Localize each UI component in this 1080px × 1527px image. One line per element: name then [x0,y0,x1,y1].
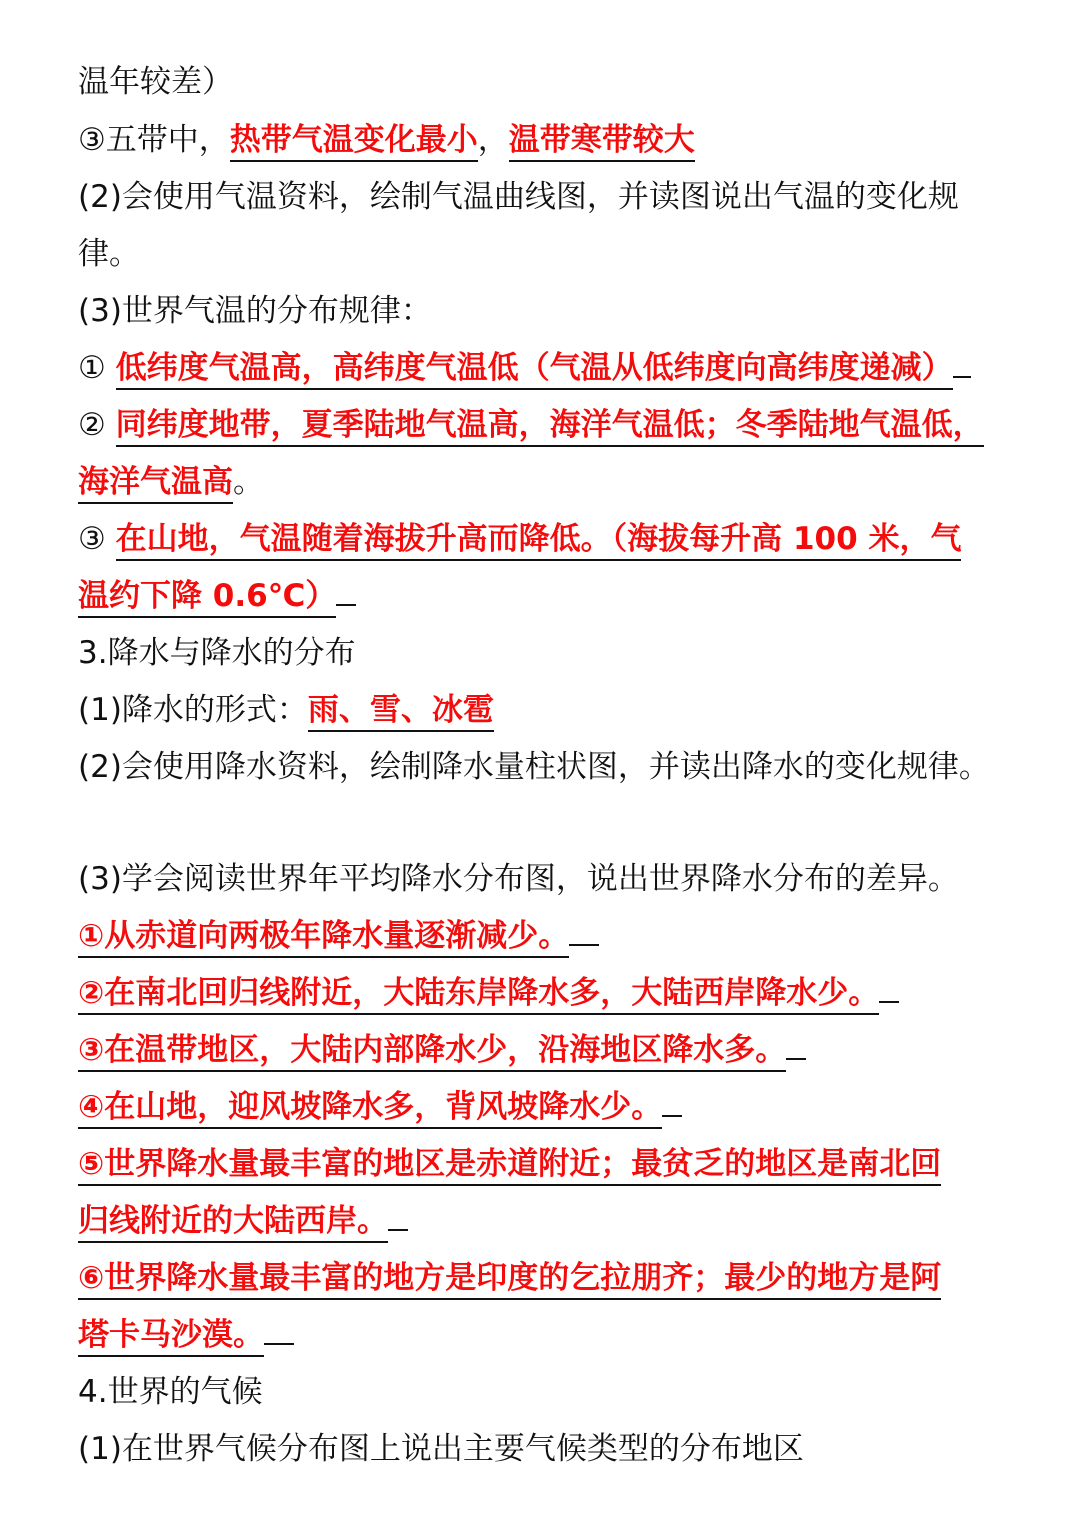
list-number: ① [78,350,116,386]
underline-blank [953,374,971,378]
line-text: 温年较差） [78,64,233,100]
answer-text: 雨、雪、冰雹 [308,692,494,732]
section-heading: 3.降水与降水的分布 [78,635,356,671]
text-line [78,1030,1038,1070]
underline-blank [336,602,356,606]
text-line [78,690,1038,730]
underline-blank [786,1056,806,1060]
answer-text: ①从赤道向两极年降水量逐渐减少。 [78,918,569,958]
section-heading: 4.世界的气候 [78,1374,263,1410]
answer-text: ⑥世界降水量最丰富的地方是印度的乞拉朋齐；最少的地方是阿 [78,1260,941,1300]
line-text: (3)学会阅读世界年平均降水分布图，说出世界降水分布的差异。 [78,861,959,897]
line-text: ， [477,122,509,158]
text-line [78,859,1038,899]
text-line [78,1372,1038,1412]
line-text: (2)会使用降水资料，绘制降水量柱状图，并读出降水的变化规律。 [78,749,990,785]
text-line [78,234,1038,274]
text-line [78,1258,1038,1298]
text-line [78,1315,1038,1355]
line-text: (1)在世界气候分布图上说出主要气候类型的分布地区 [78,1431,804,1467]
text-line [78,747,1038,787]
text-line [78,348,1038,388]
list-number: ② [78,407,116,443]
line-text: 律。 [78,236,140,272]
underline-blank [662,1113,682,1117]
text-line [78,1201,1038,1241]
text-line [78,1087,1038,1127]
line-text: (2)会使用气温资料，绘制气温曲线图，并读图说出气温的变化规 [78,179,959,215]
underline-blank [569,942,599,946]
text-line [78,405,1038,445]
text-line [78,177,1038,217]
answer-text: 归线附近的大陆西岸。 [78,1203,388,1243]
answer-text: ⑤世界降水量最丰富的地区是赤道附近；最贫乏的地区是南北回 [78,1146,941,1186]
answer-text: ③在温带地区，大陆内部降水少，沿海地区降水多。 [78,1032,786,1072]
text-line [78,916,1038,956]
line-text: 。 [233,464,264,500]
underline-blank [264,1341,294,1345]
text-line [78,62,1038,102]
text-line [78,291,1038,331]
answer-text: 在山地，气温随着海拔升高而降低。（海拔每升高 100 米，气 [116,521,962,561]
answer-text: ②在南北回归线附近，大陆东岸降水多，大陆西岸降水少。 [78,975,879,1015]
text-line [78,462,1038,502]
text-line [78,120,1038,160]
text-line [78,1429,1038,1469]
line-text: (3)世界气温的分布规律： [78,293,432,329]
answer-text: 同纬度地带，夏季陆地气温高，海洋气温低；冬季陆地气温低， [116,407,984,447]
answer-text: ④在山地，迎风坡降水多，背风坡降水少。 [78,1089,662,1129]
answer-text: 温带寒带较大 [509,122,695,162]
answer-text: 低纬度气温高，高纬度气温低（气温从低纬度向高纬度递减） [116,350,953,390]
list-number: ③ [78,521,116,557]
answer-text: 塔卡马沙漠。 [78,1317,264,1357]
text-line [78,1144,1038,1184]
answer-text: 温约下降 0.6℃） [78,578,336,618]
underline-blank [879,999,899,1003]
answer-text: 热带气温变化最小 [230,122,478,162]
line-text: ③五带中， [78,122,230,158]
text-line [78,576,1038,616]
underline-blank [388,1227,408,1231]
answer-text: 海洋气温高 [78,464,233,504]
text-line [78,973,1038,1013]
text-line [78,519,1038,559]
text-line [78,633,1038,673]
line-text: (1)降水的形式： [78,692,308,728]
